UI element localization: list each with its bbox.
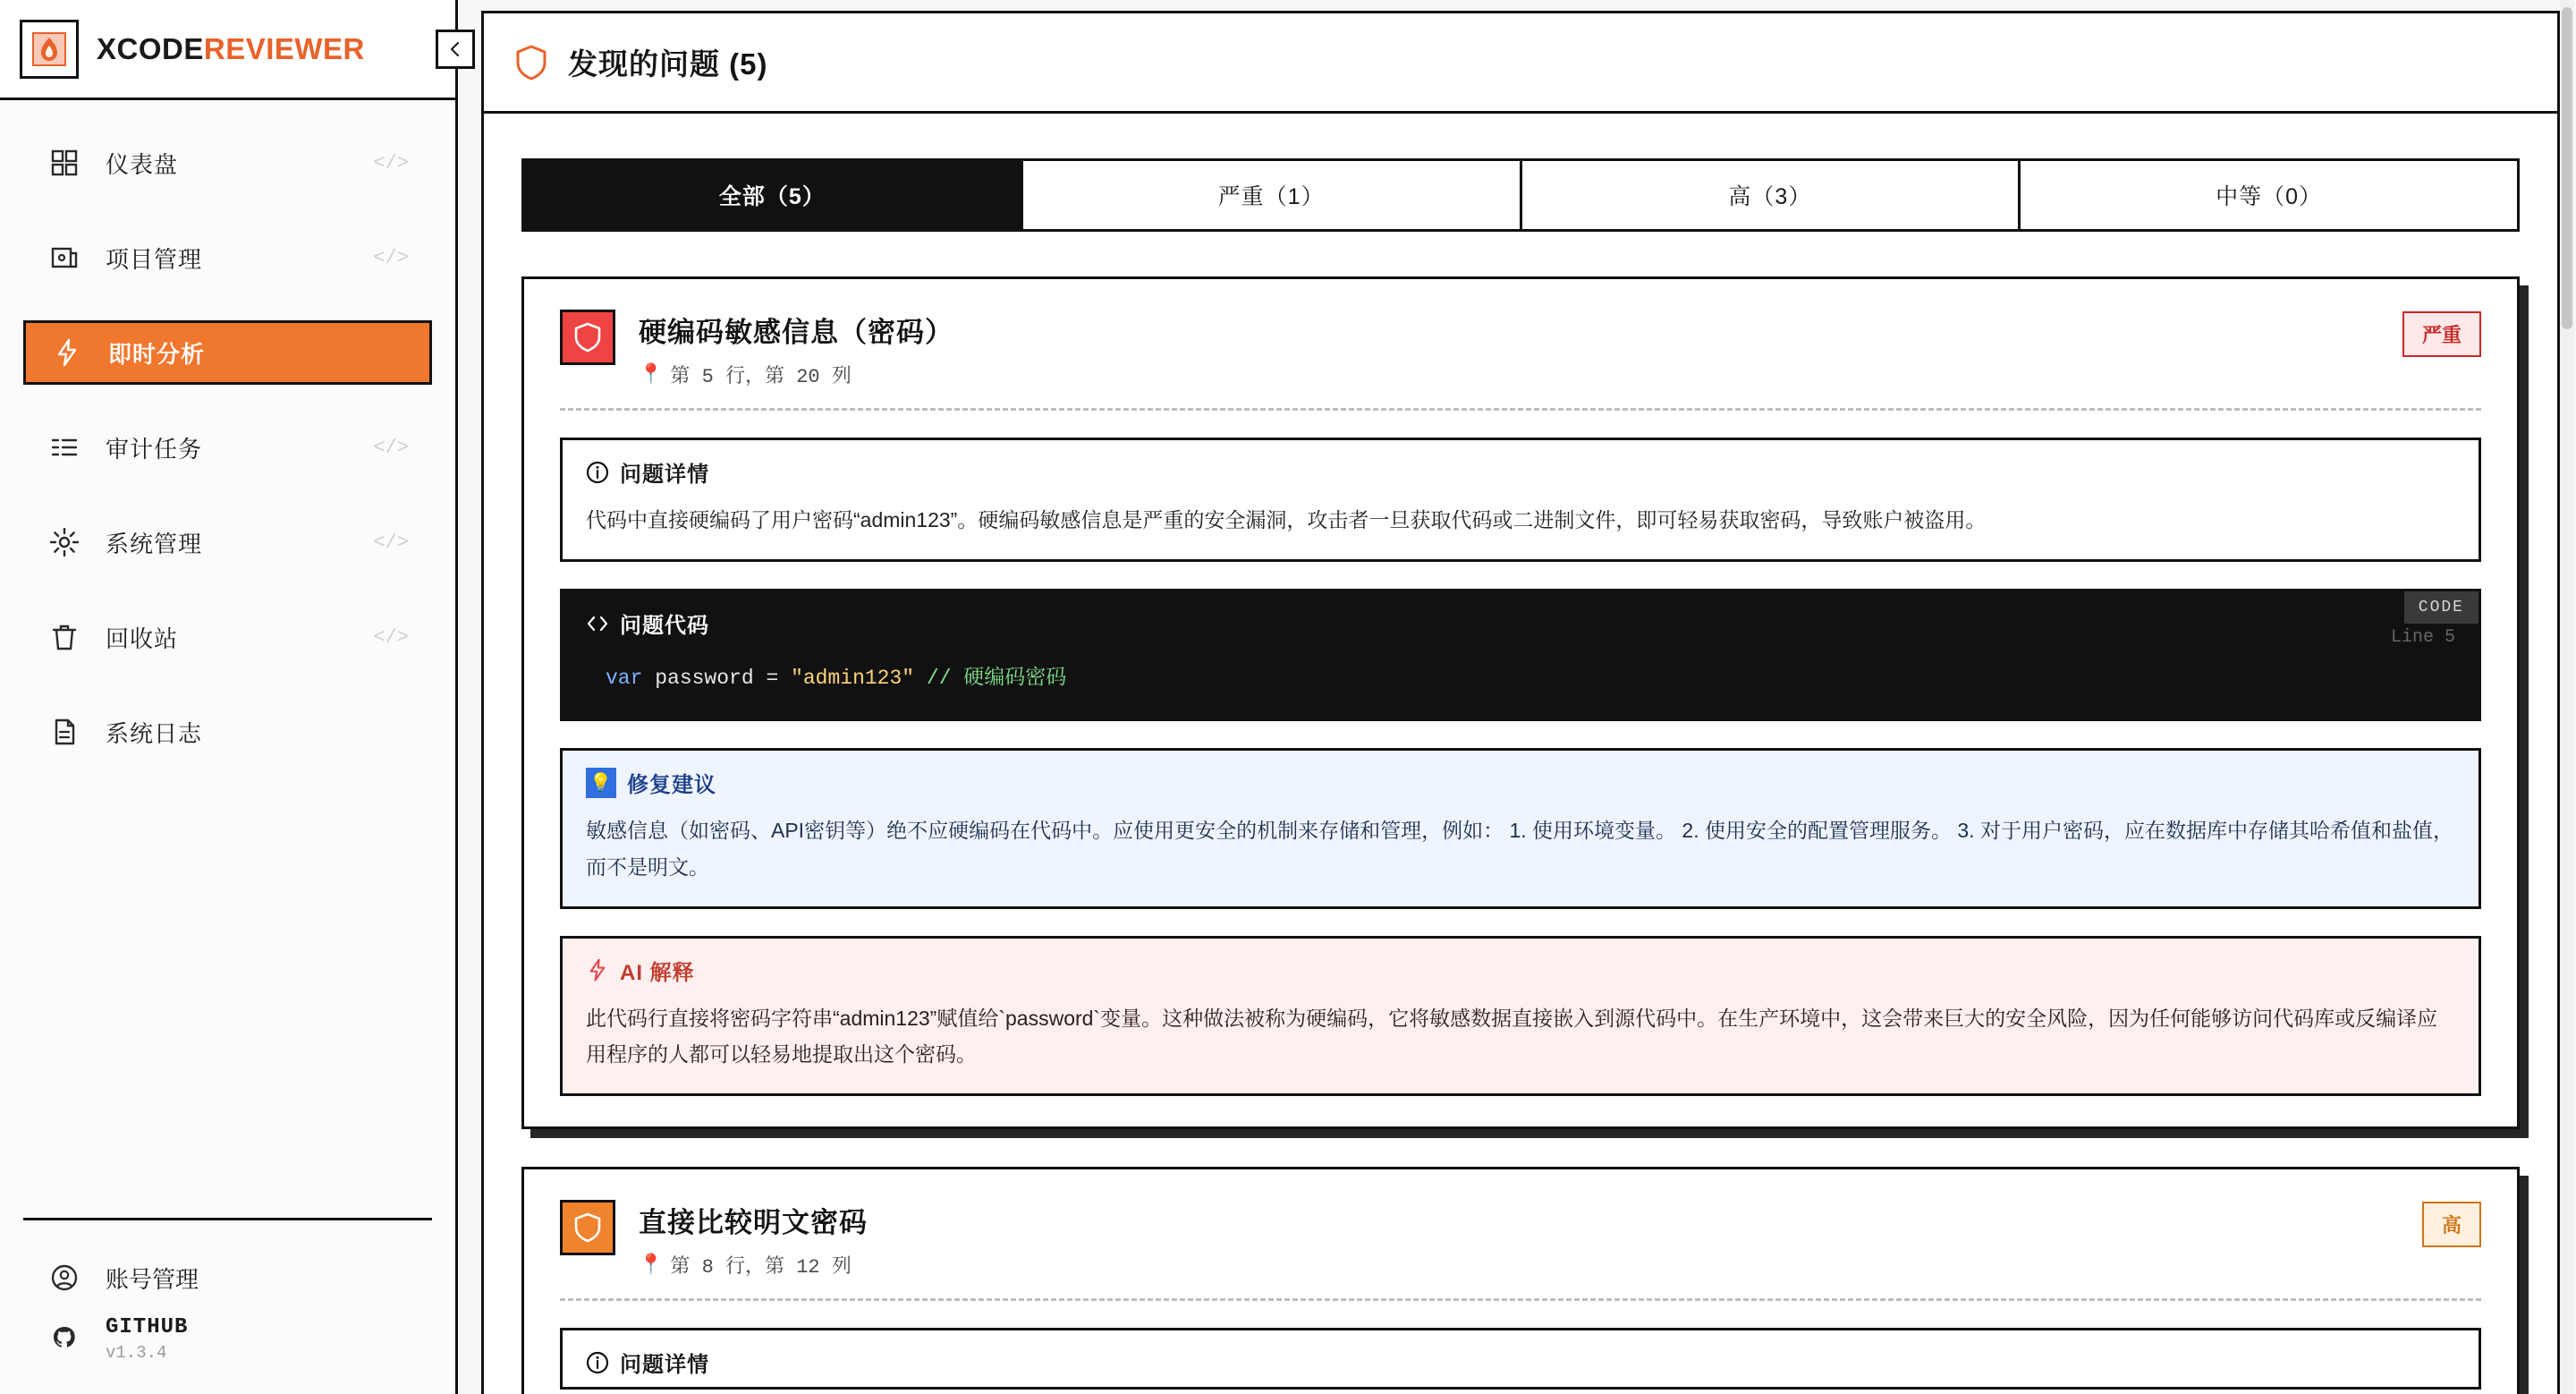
app-logo: [20, 20, 79, 79]
document-icon: [47, 714, 82, 750]
vertical-scrollbar[interactable]: [2560, 0, 2574, 1394]
github-text: [106, 1315, 188, 1363]
severity-filter-tabs: [521, 158, 2520, 232]
sidebar-item-audit-tasks[interactable]: [23, 415, 432, 480]
issue-detail-heading: [563, 1330, 2479, 1387]
shield-icon: [514, 44, 548, 81]
issue-fix-heading: [563, 751, 2479, 807]
sidebar-collapse-button[interactable]: [436, 30, 475, 69]
sidebar-item-label: 项目管理: [106, 245, 203, 273]
chevron-left-icon: [448, 41, 462, 57]
code-token-keyword: var: [606, 667, 643, 691]
page-title: 发现的问题 (5): [568, 47, 768, 81]
github-version: v1.3.4: [106, 1342, 167, 1363]
issue-code-heading: [563, 591, 2479, 651]
code-tag-label: CODE: [2404, 591, 2479, 624]
divider: [560, 408, 2481, 411]
pin-icon: 📍: [639, 1254, 664, 1277]
sidebar-item-tag: </>: [373, 531, 409, 554]
pin-icon: 📍: [639, 363, 664, 387]
sidebar-item-system-logs[interactable]: [23, 700, 432, 764]
tab-critical[interactable]: 严重（1）: [1023, 161, 1522, 229]
status-badge: 高: [2422, 1202, 2481, 1247]
issue-title-block: [639, 310, 953, 388]
issue-header: [524, 1169, 2517, 1298]
issue-location-text: 第 5 行，第 20 列: [670, 366, 852, 388]
issue-fix-section: [560, 748, 2481, 909]
issue-code-section: [560, 589, 2481, 721]
lightbulb-icon: 💡: [586, 768, 616, 798]
issue-header: [524, 279, 2517, 408]
issue-detail-section: [560, 1328, 2481, 1390]
dashboard-icon: [47, 145, 82, 181]
severity-shield-icon: [560, 1200, 615, 1255]
issue-detail-heading: [563, 440, 2479, 497]
github-icon: [47, 1321, 82, 1356]
code-token-comment: // 硬编码密码: [914, 667, 1067, 691]
issue-fix-heading-text: 修复建议: [627, 773, 716, 798]
issue-card[interactable]: [521, 1167, 2520, 1394]
issue-title-block: [639, 1200, 868, 1279]
divider: [560, 1298, 2481, 1301]
issue-location: [639, 361, 953, 388]
sidebar-item-label: 回收站: [106, 625, 179, 652]
sidebar: [0, 0, 458, 1394]
brand-title: [97, 32, 365, 66]
issue-detail-heading-text: 问题详情: [620, 1353, 709, 1378]
issues-list: [521, 276, 2520, 1394]
issue-detail-section: [560, 438, 2481, 562]
issue-ai-heading-text: AI 解释: [620, 960, 695, 985]
scrollbar-thumb[interactable]: [2562, 7, 2572, 329]
sidebar-item-github[interactable]: [23, 1308, 432, 1369]
flame-logo-icon: [31, 31, 67, 67]
sidebar-footer: [0, 1220, 455, 1394]
issue-code-block: [563, 651, 2479, 713]
issue-detail-text: 代码中直接硬编码了用户密码“admin123”。硬编码敏感信息是严重的安全漏洞，攻击者一旦获取代码或二进制文件，即可轻易获取密码，导致账户被盗用。: [586, 508, 1987, 531]
code-line-label: Line 5: [2390, 627, 2455, 649]
sidebar-item-tag: </>: [373, 246, 409, 269]
sidebar-item-system-management[interactable]: [23, 510, 432, 574]
status-badge: 严重: [2402, 311, 2481, 357]
brand-part-2: REVIEWER: [203, 31, 365, 65]
github-label: GITHUB: [106, 1314, 189, 1339]
sidebar-item-label: 仪表盘: [106, 150, 179, 178]
brand-part-1: XCODE: [97, 31, 204, 65]
code-token-variable: password =: [642, 667, 792, 691]
code-token-string: "admin123": [791, 667, 915, 691]
sidebar-item-projects[interactable]: [23, 225, 432, 290]
issue-card[interactable]: [521, 276, 2520, 1129]
main-content: [458, 0, 2576, 1394]
issue-location: [639, 1251, 868, 1279]
issue-detail-heading-text: 问题详情: [620, 463, 709, 487]
sidebar-item-instant-analysis[interactable]: [23, 320, 432, 385]
issues-panel-header: [484, 13, 2557, 114]
tab-high[interactable]: 高（3）: [1522, 161, 2021, 229]
severity-shield-icon: [560, 310, 615, 365]
sidebar-header: [0, 0, 455, 100]
tasks-icon: [47, 429, 82, 465]
sidebar-item-dashboard[interactable]: [23, 131, 432, 195]
sidebar-item-label: 即时分析: [108, 340, 206, 368]
issue-fix-text: 敏感信息（如密码、API密钥等）绝不应硬编码在代码中。应使用更安全的机制来存储和管理，例如： 1. 使用环境变量。 2. 使用安全的配置管理服务。 3. 对于用户密码，应在数据库中存储其哈希值和盐值，而不是明文。: [586, 819, 2453, 879]
tab-medium[interactable]: 中等（0）: [2021, 161, 2517, 229]
sidebar-item-label: 审计任务: [106, 435, 203, 463]
issue-ai-heading: [563, 939, 2479, 995]
bolt-icon: [49, 335, 85, 370]
trash-icon: [47, 619, 82, 655]
sidebar-item-account[interactable]: [23, 1247, 432, 1308]
issues-panel: [481, 11, 2560, 1394]
issue-ai-text: 此代码行直接将密码字符串“admin123”赋值给`password`变量。这种做法被称为硬编码，它将敏感数据直接嵌入到源代码中。在生产环境中，这会带来巨大的安全风险，因为任何能够访问代码库或反编译应用程序的人都可以轻易地提取出这个密码。: [586, 1006, 2438, 1066]
issue-title: 硬编码敏感信息（密码）: [639, 317, 953, 348]
sidebar-item-label: 系统管理: [106, 530, 203, 557]
code-brackets-icon: [586, 614, 609, 633]
sidebar-account-label: 账号管理: [106, 1265, 199, 1293]
issue-title: 直接比较明文密码: [639, 1207, 868, 1239]
user-circle-icon: [47, 1260, 82, 1296]
bolt-icon: [586, 958, 609, 982]
sidebar-item-tag: </>: [373, 436, 409, 459]
projects-icon: [47, 240, 82, 276]
issue-code-heading-text: 问题代码: [620, 614, 709, 639]
sidebar-item-recycle-bin[interactable]: [23, 605, 432, 669]
info-icon: [586, 1351, 609, 1374]
sidebar-item-tag: </>: [373, 625, 409, 649]
gear-icon: [47, 524, 82, 560]
sidebar-item-tag: </>: [373, 151, 409, 174]
tab-all[interactable]: 全部（5）: [524, 161, 1023, 229]
issue-location-text: 第 8 行，第 12 列: [670, 1256, 852, 1279]
info-icon: [586, 461, 609, 484]
sidebar-item-label: 系统日志: [106, 719, 203, 747]
issue-ai-section: [560, 936, 2481, 1097]
sidebar-nav: [0, 100, 455, 1205]
